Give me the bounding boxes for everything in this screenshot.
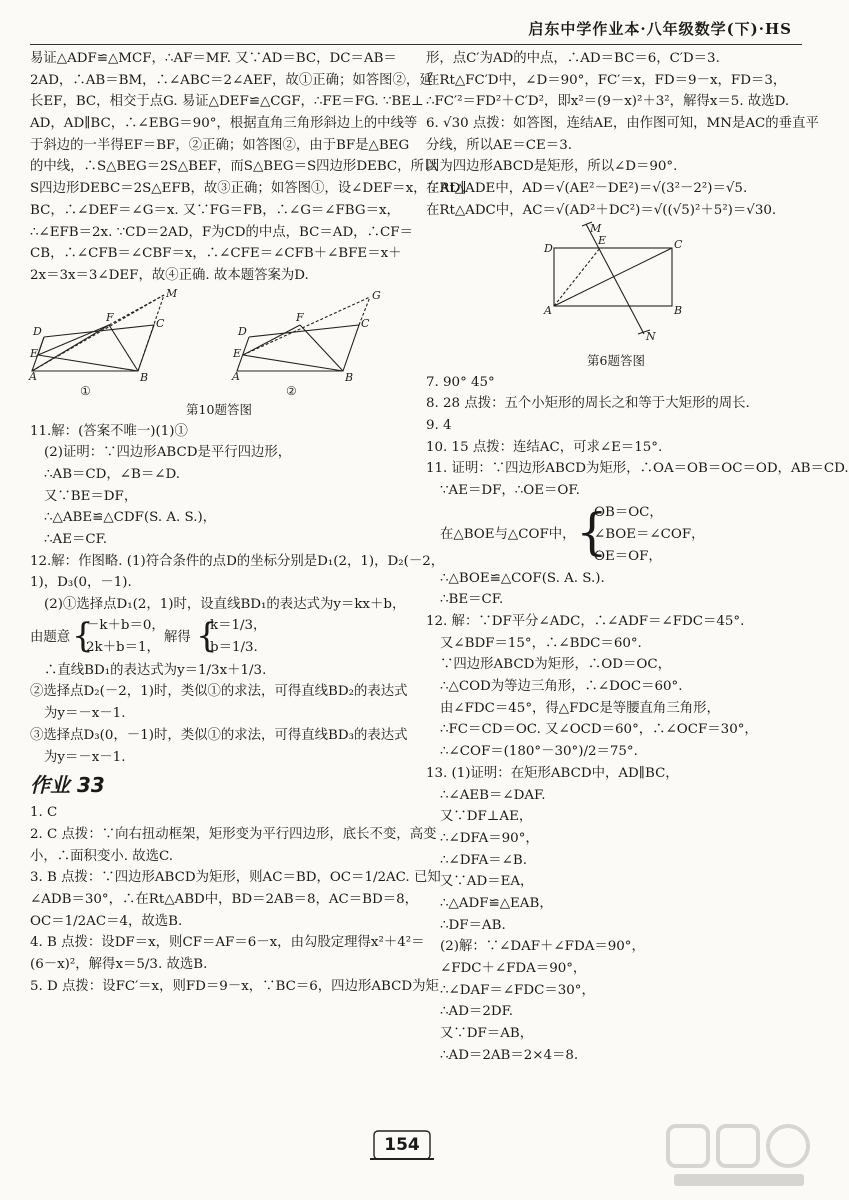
text-line: 9. 4	[426, 417, 452, 433]
svg-text:A: A	[29, 369, 37, 383]
homework-33-left-text	[30, 802, 441, 997]
svg-text:C: C	[674, 237, 683, 251]
text-line: AD，AD∥BC，∴∠EBG＝90°，根据直角三角形斜边上的中线等	[30, 116, 418, 132]
text-line: 为y＝－x－1.	[44, 749, 126, 765]
text-line: ∴△ADF≌△EAB，	[440, 895, 553, 911]
figure-6-drawing	[426, 222, 806, 350]
system-12	[30, 616, 408, 660]
figure-10-caption: 第10题答图	[186, 401, 252, 417]
figure-10-label-1: ①	[80, 383, 91, 398]
text-line: 5. D 点拨：设FC′＝x，则FD＝9－x，∵BC＝6，四边形ABCD为矩	[30, 978, 439, 994]
svg-text:A: A	[544, 303, 552, 317]
text-line: (2)①选择点D₁(2，1)时，设直线BD₁的表达式为y＝kx＋b，	[44, 597, 406, 613]
text-line: ③选择点D₃(0，－1)时，类似①的求法，可得直线BD₃的表达式	[30, 727, 408, 743]
text-line: 又∵BE＝DF，	[44, 488, 138, 504]
page-header	[30, 14, 802, 45]
system-12-lead: 由题意	[30, 629, 71, 645]
svg-text:F: F	[296, 310, 304, 324]
text-line: 6. √30 点拨：如答图，连结AE，由作图可知，MN是AC的垂直平	[426, 116, 819, 132]
figure-10	[30, 287, 408, 399]
text-line: ∴AE＝CF.	[44, 532, 108, 547]
text-line: 易证△ADF≌△MCF，∴AF＝MF. 又∵AD＝BC，DC＝AB＝	[30, 51, 397, 66]
svg-text:G: G	[372, 288, 381, 302]
system-12-sol2: b＝1/3.	[210, 639, 258, 655]
svg-text:B: B	[345, 370, 354, 384]
system-12-sol1: k＝1/3，	[210, 617, 267, 633]
system-11-row2: ∠BOE＝∠COF，	[594, 526, 705, 542]
svg-text:B: B	[674, 303, 683, 317]
text-line: ∠ADB＝30°，∴在Rt△ABD中，BD＝2AB＝8，AC＝BD＝8，	[30, 891, 419, 907]
answer-7-11-text	[426, 372, 849, 502]
text-line: 7. 90° 45°	[426, 374, 495, 390]
text-line: 1. C	[30, 805, 58, 821]
text-line: ∴∠AEB＝∠DAF.	[440, 787, 546, 803]
text-line: 10. 15 点拨：连结AC，可求∠E＝15°.	[426, 439, 663, 455]
page-number-badge	[370, 1128, 434, 1162]
svg-text:D: D	[544, 241, 553, 255]
text-line: 又∠BDF＝15°，∴∠BDC＝60°.	[440, 635, 642, 651]
text-line: 2AD，∴AB＝BM，∴∠ABC＝2∠AEF，故①正确；如答图②，延	[30, 72, 433, 88]
svg-text:C: C	[361, 316, 370, 330]
text-line: ∴∠COF＝(180°－30°)/2＝75°.	[440, 744, 638, 760]
svg-text:D: D	[33, 324, 42, 338]
text-line: ∴△COD为等边三角形，∴∠DOC＝60°.	[440, 679, 683, 695]
text-line: 又∵DF＝AB，	[440, 1026, 534, 1042]
system-12-eq2: 2k＋b＝1，	[86, 639, 160, 655]
brace-left: {	[72, 615, 94, 656]
text-line: S四边形DEBC＝2S△EFB，故③正确；如答图①，设∠DEF＝x，∵AD∥	[30, 181, 467, 197]
section-title-33: 作业 33	[30, 773, 105, 798]
answer-12-continued-text	[30, 660, 408, 768]
text-line: 于斜边的一半得EF＝BF，②正确；如答图②，由于BF是△BEG	[30, 137, 410, 153]
text-line: ∴∠DAF＝∠FDC＝30°，	[440, 982, 595, 998]
text-line: ∴△ABE≌△CDF(S. A. S.)，	[44, 510, 217, 526]
text-line: (6－x)²，解得x＝5/3. 故选B.	[30, 957, 208, 972]
text-line: 12. 解：∵DF平分∠ADC，∴∠ADF＝∠FDC＝45°.	[426, 614, 745, 629]
text-line: 2x＝3x＝3∠DEF，故④正确. 故本题答案为D.	[30, 267, 309, 283]
text-line: 长EF，BC，相交于点G. 易证△DEF≌△CGF，∴FE＝FG. ∵BE⊥	[30, 94, 424, 110]
svg-text:B: B	[140, 370, 149, 384]
text-line: (2)证明：∵四边形ABCD是平行四边形，	[44, 445, 292, 461]
text-line: OC＝1/2AC＝4，故选B.	[30, 913, 183, 929]
figure-10-label-2: ②	[286, 383, 297, 398]
text-line: 在Rt△FC′D中，∠D＝90°，FC′＝x，FD＝9－x，FD＝3，	[426, 72, 787, 88]
system-11-row1: OB＝OC，	[594, 504, 663, 520]
svg-text:M: M	[590, 221, 602, 235]
text-line: ∴△BOE≌△COF(S. A. S.).	[440, 570, 605, 586]
text-line: 在Rt△ADC中，AC＝√(AD²＋DC²)＝√((√5)²＋5²)＝√30.	[426, 202, 777, 218]
text-line: ∵四边形ABCD为矩形，∴OD＝OC，	[440, 657, 671, 673]
svg-text:E: E	[30, 346, 39, 360]
text-line: ∴∠DFA＝∠B.	[440, 852, 527, 868]
text-line: 4. B 点拨：设DF＝x，则CF＝AF＝6－x，由勾股定理得x²＋4²＝	[30, 935, 425, 951]
text-line: ∴直线BD₁的表达式为y＝1/3x＋1/3.	[44, 662, 267, 678]
svg-text:N: N	[646, 329, 656, 343]
text-line: 由∠FDC＝45°，得△FDC是等腰直角三角形，	[440, 700, 720, 716]
figure-6	[426, 222, 806, 350]
svg-text:F: F	[106, 310, 114, 324]
text-line: ∴AB＝CD，∠B＝∠D.	[44, 466, 180, 482]
svg-text:D: D	[238, 324, 247, 338]
text-line: ∴AD＝2DF.	[440, 1004, 514, 1020]
svg-text:A: A	[232, 369, 240, 383]
system-11-lead: 在△BOE与△COF中，	[440, 526, 576, 542]
text-line: 2. C 点拨：∵向右扭动框架，矩形变为平行四边形，底长不变，高变	[30, 826, 437, 842]
svg-text:E: E	[598, 233, 607, 247]
text-line: 13. (1)证明：在矩形ABCD中，AD∥BC，	[426, 765, 679, 781]
figure-10-drawing	[30, 287, 408, 399]
watermark-logo	[664, 1122, 814, 1192]
system-12-mid: 解得	[164, 629, 191, 645]
text-line: ∵AE＝DF，∴OE＝OF.	[440, 482, 580, 498]
text-line: 形，点C′为AD的中点，∴AD＝BC＝6，C′D＝3.	[426, 51, 720, 66]
text-line: 3. B 点拨：∵四边形ABCD为矩形，则AC＝BD，OC＝1/2AC. 已知	[30, 870, 441, 886]
text-line: 在Rt△ADE中，AD＝√(AE²－DE²)＝√(3²－2²)＝√5.	[426, 181, 748, 197]
page-number: 154	[384, 1135, 420, 1155]
text-line: (2)解：∵∠DAF＋∠FDA＝90°，	[440, 939, 645, 955]
system-11-row3: OE＝OF，	[594, 548, 662, 564]
text-line: ∴BE＝CF.	[440, 592, 504, 608]
svg-text:C: C	[156, 316, 165, 330]
svg-text:M: M	[166, 286, 178, 300]
text-line: 又∵AD＝EA，	[440, 874, 534, 890]
text-line: ∴FC＝CD＝OC. 又∠OCD＝60°，∴∠OCF＝30°，	[440, 722, 758, 738]
text-line: 12.解：作图略. (1)符合条件的点D的坐标分别是D₁(2，1)，D₂(－2，	[30, 553, 445, 569]
text-line: CB，∴∠CFB＝∠CBF＝x，∴∠CFE＝∠CFB＋∠BFE＝x＋	[30, 246, 402, 262]
figure-6-caption: 第6题答图	[587, 352, 645, 368]
svg-text:E: E	[233, 346, 242, 360]
text-line: ∴∠DFA＝90°，	[440, 830, 539, 846]
answer-11-13-text	[426, 568, 806, 1067]
text-line: ∴∠EFB＝2x. ∵CD＝2AD，F为CD的中点，BC＝AD，∴CF＝	[30, 224, 413, 240]
text-line: 又∵DF⊥AE，	[440, 809, 533, 825]
text-line: 的中线，∴S△BEG＝2S△BEF，而S△BEG＝S四边形DEBC，所以	[30, 159, 438, 175]
text-line: ∴FC′²＝FD²＋C′D²，即x²＝(9－x)²＋3²，解得x＝5. 故选D.	[426, 94, 790, 110]
text-line: 11.解：(答案不唯一)(1)①	[30, 423, 188, 439]
text-line: 分线，所以AE＝CE＝3.	[426, 137, 572, 153]
text-line: ∴AD＝2AB＝2×4＝8.	[440, 1047, 579, 1063]
text-line: BC，∴∠DEF＝∠G＝x. 又∵FG＝FB，∴∠G＝∠FBG＝x，	[30, 202, 400, 218]
text-line: 11. 证明：∵四边形ABCD为矩形，∴OA＝OB＝OC＝OD，AB＝CD.	[426, 461, 849, 477]
text-line: 小，∴面积变小. 故选C.	[30, 848, 174, 864]
text-line: 8. 28 点拨：五个小矩形的周长之和等于大矩形的周长.	[426, 396, 750, 412]
text-line: ∠FDC＋∠FDA＝90°，	[440, 961, 587, 976]
text-line: 1)，D₃(0，－1).	[30, 575, 132, 591]
answer-5-6-text	[426, 48, 819, 222]
brace-right: {	[196, 615, 218, 656]
answer-10-text	[30, 48, 467, 287]
brace-11: {	[576, 502, 608, 561]
right-column	[426, 48, 849, 1066]
text-line: 为y＝－x－1.	[44, 706, 126, 722]
system-11	[426, 502, 806, 568]
text-line: ②选择点D₂(－2，1)时，类似①的求法，可得直线BD₂的表达式	[30, 684, 408, 700]
system-12-eq1: －k＋b＝0，	[86, 617, 165, 633]
text-line: ∴DF＝AB.	[440, 917, 506, 933]
text-line: 因为四边形ABCD是矩形，所以∠D＝90°.	[426, 159, 678, 175]
header-title: 启东中学作业本·八年级数学(下)·HS	[528, 20, 792, 38]
